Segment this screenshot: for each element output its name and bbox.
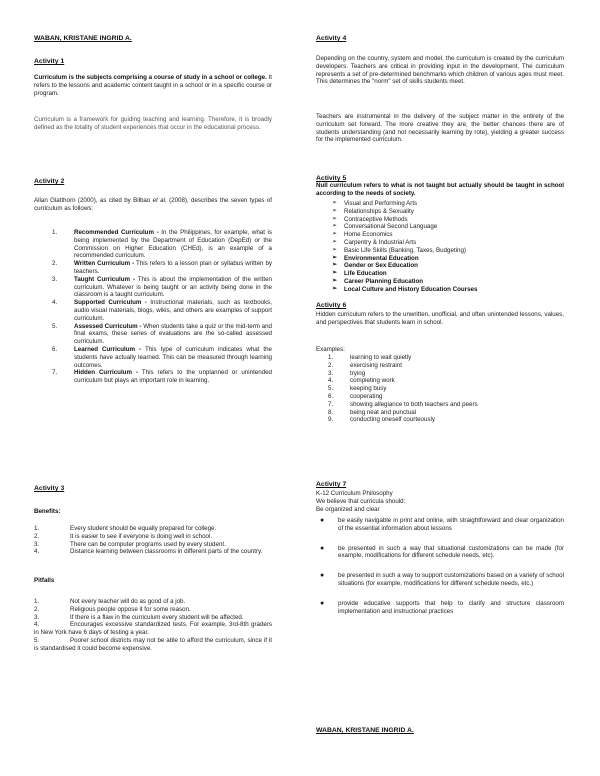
hidden-curriculum-example [328, 401, 564, 409]
intro-text-em: et al. [152, 197, 167, 204]
hidden-curriculum-example [328, 362, 564, 370]
activity-7-heading: Activity 7 [316, 481, 347, 488]
philosophy-item [316, 517, 564, 533]
curriculum-types-list [52, 229, 272, 385]
list-text: Not every teacher will do as good of a job. [70, 598, 186, 605]
list-number: 1. [52, 229, 58, 236]
null-curriculum-item [316, 216, 564, 224]
bullet-icon: ● [320, 544, 325, 552]
null-curriculum-item [316, 262, 564, 270]
k12-philosophy-title: K-12 Curriculum Philosophy [316, 490, 393, 497]
list-number: 6. [52, 345, 58, 353]
examples-label: Examples: [316, 346, 345, 353]
right-column [316, 0, 564, 776]
type-term: Recommended Curriculum - [74, 229, 159, 236]
activity-1-paragraph-2: Curriculum is a framework for guiding teaching and learning. Therefore, it is broadly defined as the totality of student experiences that occur in the educational process. [34, 116, 272, 131]
list-number: 4. [328, 377, 334, 385]
null-curriculum-text: Conversational Second Language [344, 223, 438, 231]
hidden-curriculum-example [328, 385, 564, 393]
list-number: 2. [52, 260, 58, 268]
hidden-curriculum-example [328, 409, 564, 417]
list-number: 1. [34, 525, 40, 532]
hidden-curriculum-example [328, 393, 564, 401]
null-curriculum-item [316, 231, 564, 239]
arrow-bullet-icon: ➢ [332, 231, 338, 238]
type-description: This type of curriculum indicates what the students have actually learned. This can be measured through learning outcomes. [74, 345, 272, 369]
pitfall-item [34, 637, 272, 653]
list-number: 3. [34, 540, 40, 548]
arrow-bullet-icon: ➢ [332, 215, 338, 222]
pitfall-item [34, 598, 272, 606]
philosophy-text: be presented in such a way to support customizations based on a variety of school situations (for example, modifications for different schedule needs, etc.) [338, 572, 564, 587]
list-number: 3. [52, 275, 58, 283]
example-text: being neat and punctual [350, 408, 417, 416]
activity-1-paragraph-1 [34, 74, 272, 97]
example-text: trying [350, 369, 366, 377]
arrow-bullet-icon: ➢ [332, 238, 338, 245]
null-curriculum-text: Carpentry & Industrial Arts [344, 238, 417, 246]
activity-1-heading: Activity 1 [34, 58, 65, 65]
example-text: keeping busy [350, 385, 387, 393]
null-curriculum-text: Gender or Sex Education [344, 262, 418, 270]
example-text: exercising restraint [350, 361, 402, 369]
k12-philosophy-subhead: Be organized and clear [316, 506, 380, 513]
example-text: showing allegiance to both teachers and peers [350, 400, 478, 408]
list-number: 1. [34, 598, 40, 605]
benefits-list [34, 525, 272, 556]
arrow-bullet-icon: ➢ [332, 254, 338, 261]
intro-text-b: (2008), describes the seven types of curriculum as follows: [34, 197, 272, 212]
bullet-icon: ● [320, 599, 325, 607]
null-curriculum-text: Environmental Education [344, 254, 419, 262]
list-number: 7. [52, 369, 58, 377]
arrow-bullet-icon: ➢ [332, 246, 338, 253]
intro-text-a: Allan Glatthorn (2000), as cited by Bilbao [34, 197, 153, 204]
type-description: This refers to a lesson plan or syllabus written by teachers. [74, 260, 272, 275]
curriculum-definition-bold: Curriculum is the subjects comprising a course of study in a school or college. [34, 74, 267, 81]
example-text: cooperating [350, 392, 383, 400]
author-name: WABAN, KRISTANE INGRID A. [34, 35, 132, 42]
activity-4-paragraph-2: Teachers are instrumental in the delivery of the subject matter in the entirety of the curriculum set forward. The more creative they are, the better chances there are of students understanding (and not necessarily learning by rote), yielding a greater success for the implemented curriculum. [316, 113, 564, 144]
bullet-icon: ● [320, 517, 325, 524]
list-text: Every student should be equally prepared for college. [70, 525, 217, 532]
list-number: 2. [34, 605, 40, 613]
list-number: 9. [328, 416, 334, 424]
benefit-item [34, 525, 272, 533]
list-number: 5. [34, 636, 40, 644]
type-term: Hidden Curriculum - [74, 369, 138, 377]
list-number: 6. [328, 392, 334, 400]
null-curriculum-item [316, 286, 564, 294]
activity-3-heading: Activity 3 [34, 485, 65, 492]
curriculum-type-item [52, 346, 272, 369]
arrow-bullet-icon: ➢ [332, 270, 338, 277]
null-curriculum-text: Life Education [344, 270, 387, 278]
bullet-icon: ● [320, 572, 325, 580]
curriculum-type-item [52, 323, 272, 346]
pitfalls-list [34, 598, 272, 653]
hidden-curriculum-example [328, 370, 564, 378]
null-curriculum-text: Visual and Performing Arts [344, 200, 418, 207]
philosophy-item [316, 600, 564, 616]
type-term: Written Curriculum - [74, 260, 135, 268]
list-text: If there is a flaw in the curriculum every student will be affected. [70, 613, 244, 621]
list-number: 3. [328, 369, 334, 377]
curriculum-type-item [52, 229, 272, 260]
null-curriculum-item [316, 208, 564, 216]
hidden-curriculum-example [328, 416, 564, 424]
type-term: Assessed Curriculum - [74, 322, 142, 330]
list-number: 3. [34, 613, 40, 621]
pitfall-item [34, 621, 272, 637]
type-description: In the Philippines, for example, what is being implemented by the Department of Education (DepEd) or the Commission on Higher Education (CHEd), is an example of a recommended curriculum. [74, 229, 273, 260]
list-text: Distance learning between classrooms in different parts of the country. [70, 548, 263, 556]
hidden-curriculum-examples [328, 354, 564, 424]
hidden-curriculum-example [328, 377, 564, 385]
arrow-bullet-icon: ➢ [332, 200, 338, 206]
benefit-item [34, 548, 272, 556]
arrow-bullet-icon: ➢ [332, 277, 338, 284]
curriculum-type-item [52, 276, 272, 299]
null-curriculum-item [316, 247, 564, 255]
curriculum-definition-rest: It refers to the lessons and academic content taught in a school or in a specific course or program. [34, 74, 272, 97]
list-number: 4. [34, 548, 40, 556]
k12-philosophy-lead: We believe that curricula should: [316, 498, 406, 505]
arrow-bullet-icon: ➢ [332, 262, 338, 269]
type-term: Supported Curriculum - [74, 299, 147, 307]
activity-2-intro [34, 197, 272, 213]
arrow-bullet-icon: ➢ [332, 285, 338, 292]
type-description: This refers to the unplanned or unintended curriculum but plays an important role in learning. [74, 369, 272, 385]
list-text: Encourages excessive standardized tests. For example, 3rd-8th graders in New York have 6 days of testing a year. [34, 621, 272, 637]
list-text: Religious people oppose it for some reason. [70, 605, 191, 613]
philosophy-text: be presented in such a way that situational customizations can be made (for example, modifications for different schedule needs, etc). [338, 544, 564, 560]
type-term: Learned Curriculum - [74, 345, 142, 353]
null-curriculum-intro: Null curriculum refers to what is not taught but actually should be taught in school according to the needs of society. [316, 182, 564, 197]
philosophy-text: provide educative supports that help to clarify and structure classroom implementation and instructional practices [338, 599, 564, 615]
list-number: 5. [328, 385, 334, 393]
list-number: 2. [34, 532, 40, 540]
hidden-curriculum-example [328, 354, 564, 362]
philosophy-item [316, 545, 564, 561]
null-curriculum-text: Career Planning Education [344, 277, 424, 285]
null-curriculum-text: Basic Life Skills (Banking, Taxes, Budgeting) [344, 246, 466, 254]
list-number: 8. [328, 408, 334, 416]
null-curriculum-item [316, 223, 564, 231]
example-text: completing work [350, 377, 395, 385]
null-curriculum-text: Local Culture and History Education Courses [344, 285, 478, 293]
arrow-bullet-icon: ➢ [332, 207, 338, 214]
pitfall-item [34, 614, 272, 622]
list-number: 4. [52, 299, 58, 307]
curriculum-type-item [52, 299, 272, 322]
null-curriculum-item [316, 270, 564, 278]
activity-6-heading: Activity 6 [316, 302, 347, 309]
philosophy-item [316, 572, 564, 588]
benefit-item [34, 541, 272, 549]
example-text: conducting oneself courteously [350, 416, 435, 424]
philosophy-text: be easily navigable in print and online, with straightforward and clear organization of the essential information about lessons [338, 517, 564, 532]
list-number: 2. [328, 361, 334, 369]
list-text: There can be computer programs used by every student. [70, 540, 226, 548]
null-curriculum-text: Contraceptive Methods [344, 215, 408, 223]
type-term: Taught Curriculum - [74, 275, 135, 283]
k12-philosophy-list [316, 517, 564, 627]
list-text: It is easier to see if everyone is doing well in school. [70, 532, 213, 540]
activity-5-heading: Activity 5 [316, 175, 347, 182]
curriculum-type-item [52, 260, 272, 276]
arrow-bullet-icon: ➢ [332, 223, 338, 230]
list-number: 7. [328, 400, 334, 408]
pitfalls-label: Pitfalls [34, 577, 55, 584]
list-number: 4. [34, 621, 40, 629]
curriculum-type-item [52, 369, 272, 385]
example-text: learning to wait quietly [350, 354, 412, 361]
benefits-label: Benefits: [34, 508, 61, 515]
footer-author-name: WABAN, KRISTANE INGRID A. [316, 727, 414, 734]
pitfall-item [34, 606, 272, 614]
type-description: Instructional materials, such as textbooks, audio visual materials, blogs, wikis, and others are examples of support curriculum. [74, 299, 272, 322]
list-text: Poorer school districts may not be able to afford the curriculum, since if it is standardised it could become expensive. [34, 636, 272, 652]
activity-2-heading: Activity 2 [34, 178, 65, 185]
list-number: 1. [328, 354, 334, 361]
null-curriculum-item [316, 200, 564, 208]
null-curriculum-item [316, 278, 564, 286]
null-curriculum-item [316, 239, 564, 247]
null-curriculum-text: Home Economics [344, 231, 393, 239]
left-column [34, 0, 272, 776]
activity-4-paragraph-1: Depending on the country, system and model, the curriculum is created by the curriculum developers. Teachers are critical in providing input in the development. The curriculum represents a set of pre-determined benchmarks which children of various ages must meet. This determines the "norm" set of skills students meet. [316, 55, 564, 86]
benefit-item [34, 533, 272, 541]
null-curriculum-list [316, 200, 564, 294]
null-curriculum-text: Relationships & Sexuality [344, 207, 414, 215]
activity-4-heading: Activity 4 [316, 35, 347, 42]
type-description: This is about the implementation of the written curriculum. Whatever is being taught or an activity being done in the classroom is a taught curriculum. [74, 275, 272, 299]
type-description: When students take a quiz or the mid-term and final exams, these series of evaluations are the so-called assessed curriculum. [74, 322, 272, 346]
null-curriculum-item [316, 255, 564, 263]
hidden-curriculum-intro: Hidden curriculum refers to the unwritten, unofficial, and often unintended lessons, values, and perspectives that students learn in school. [316, 311, 564, 326]
list-number: 5. [52, 322, 58, 330]
